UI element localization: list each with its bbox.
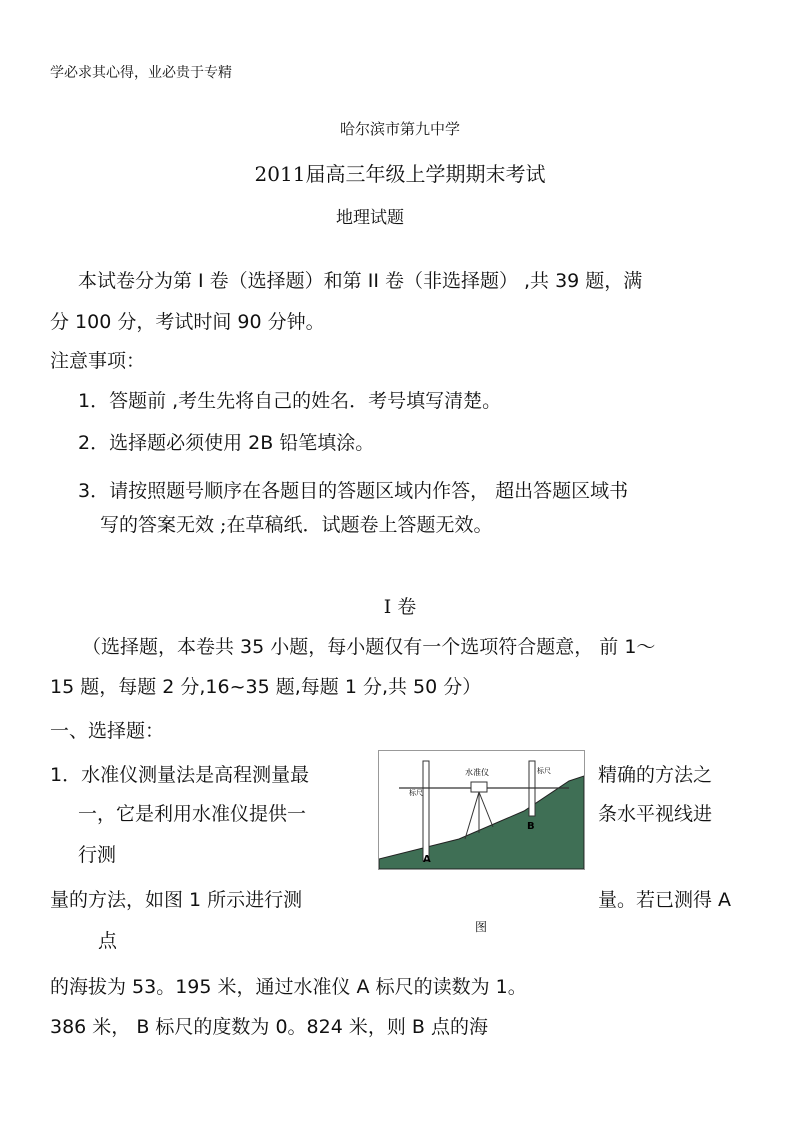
page-motto: 学必求其心得，业必贵于专精 — [50, 65, 232, 81]
q1-line-4-left: 量的方法，如图 1 所示进行测 — [50, 889, 303, 911]
q1-right-line-2: 条水平视线进 — [598, 803, 713, 825]
notes-item-1: 1．答题前 ,考生先将自己的姓名．考号填写清楚。 — [78, 390, 502, 412]
q1-left-line-2: 一，它是利用水准仪提供一 — [78, 803, 307, 825]
point-a-label: A — [423, 854, 431, 865]
intro-line-1: 本试卷分为第 I 卷（选择题）和第 II 卷（非选择题） ,共 39 题，满 — [78, 270, 643, 292]
staff-a-label: 标尺 — [409, 789, 423, 797]
staff-a-icon — [423, 761, 429, 861]
intro-line-2: 分 100 分，考试时间 90 分钟。 — [50, 311, 325, 333]
level-label: 水准仪 — [465, 768, 489, 777]
notes-heading: 注意事项： — [50, 350, 146, 372]
leveling-figure — [378, 750, 585, 870]
section-desc-1: （选择题，本卷共 35 小题，每小题仅有一个选项符合题意， 前 1～ — [82, 636, 656, 658]
q1-line-7: 386 米， B 标尺的度数为 0。824 米，则 B 点的海 — [50, 1016, 488, 1038]
tripod-leg-right — [479, 792, 493, 827]
q1-line-6: 的海拔为 53。195 米，通过水准仪 A 标尺的读数为 1。 — [50, 976, 527, 998]
subject-title: 地理试题 — [336, 208, 404, 228]
q1-line-4-right: 量。若已测得 A — [598, 889, 732, 911]
school-name: 哈尔滨市第九中学 — [339, 120, 460, 138]
q1-left-line-3: 行测 — [78, 844, 117, 866]
part-heading: 一、选择题： — [50, 720, 165, 742]
section-desc-2: 15 题，每题 2 分,16~35 题,每题 1 分,共 50 分） — [50, 676, 482, 698]
notes-item-3-cont: 写的答案无效 ;在草稿纸．试题卷上答题无效。 — [100, 514, 493, 536]
notes-item-2: 2．选择题必须使用 2B 铅笔填涂。 — [78, 432, 375, 454]
point-b-label: B — [527, 821, 535, 832]
q1-line-5: 点 — [98, 930, 118, 952]
notes-item-3: 3．请按照题号顺序在各题目的答题区域内作答， 超出答题区域书 — [78, 480, 629, 502]
section-title: I 卷 — [383, 596, 417, 618]
leveling-diagram — [379, 751, 584, 869]
exam-title: 2011届高三年级上学期期末考试 — [254, 162, 546, 186]
level-instrument-icon — [471, 782, 487, 792]
q1-right-line-1: 精确的方法之 — [598, 764, 713, 786]
staff-b-label: 标尺 — [537, 767, 551, 775]
q1-left-line-1: 1．水准仪测量法是高程测量最 — [50, 764, 310, 786]
figure-caption: 图 — [475, 920, 488, 934]
